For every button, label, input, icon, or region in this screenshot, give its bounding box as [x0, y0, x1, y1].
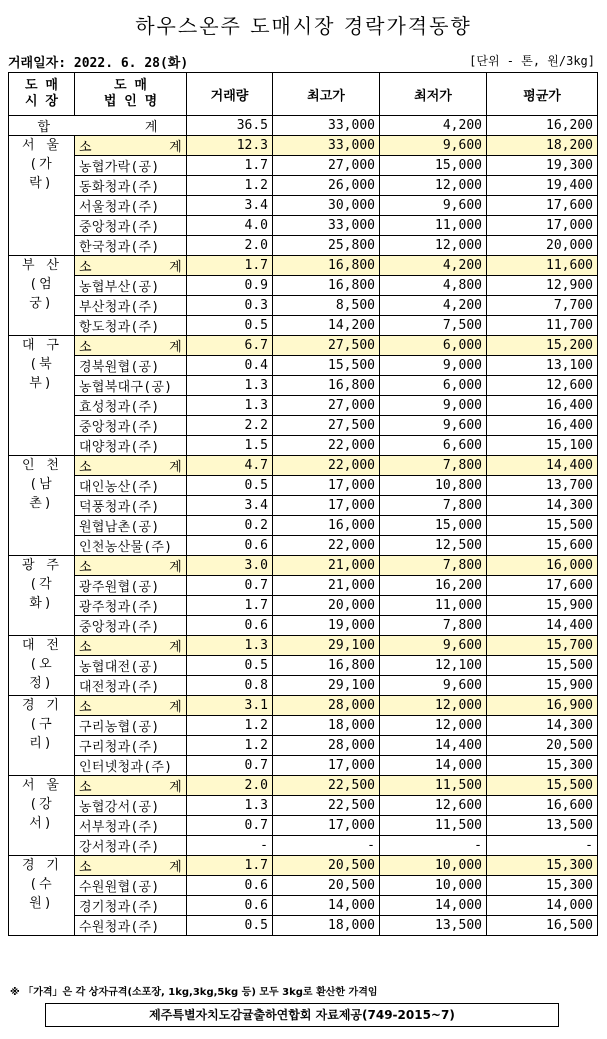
table-row — [9, 156, 598, 176]
table-row — [9, 196, 598, 216]
company-name: 수원청과(주) — [75, 916, 187, 936]
volume-cell: 1.2 — [187, 736, 273, 756]
table-row — [9, 276, 598, 296]
avg-price-cell: 15,900 — [487, 676, 598, 696]
market-name: 인 천 (남 촌) — [9, 456, 75, 556]
market-name: 서 울 (가 락) — [9, 136, 75, 256]
volume-cell: 1.2 — [187, 176, 273, 196]
volume-cell: 0.7 — [187, 816, 273, 836]
min-price-cell: 7,800 — [380, 496, 487, 516]
table-row — [9, 756, 598, 776]
max-price-cell: - — [273, 836, 380, 856]
table-row — [9, 736, 598, 756]
company-name: 중앙청과(주) — [75, 616, 187, 636]
page-title: 하우스온주 도매시장 경락가격동향 — [135, 14, 472, 38]
table-row — [9, 516, 598, 536]
company-name: 구리청과(주) — [75, 736, 187, 756]
max-price-cell: 30,000 — [273, 196, 380, 216]
min-price-cell: 16,200 — [380, 576, 487, 596]
max-price-cell: 22,000 — [273, 456, 380, 476]
table-row — [9, 716, 598, 736]
min-price-cell: 4,200 — [380, 256, 487, 276]
volume-cell: 2.0 — [187, 776, 273, 796]
company-name: 효성청과(주) — [75, 396, 187, 416]
max-price-cell: 17,000 — [273, 756, 380, 776]
avg-price-cell: 16,000 — [487, 556, 598, 576]
volume-cell: 1.7 — [187, 156, 273, 176]
company-name: 수원원협(공) — [75, 876, 187, 896]
min-price-cell: 14,000 — [380, 896, 487, 916]
company-name: 광주청과(주) — [75, 596, 187, 616]
max-price-cell: 27,500 — [273, 336, 380, 356]
table-row — [9, 536, 598, 556]
avg-price-cell: 17,600 — [487, 576, 598, 596]
volume-cell: 0.5 — [187, 656, 273, 676]
table-row — [9, 796, 598, 816]
avg-price-cell: 15,900 — [487, 596, 598, 616]
max-price-cell: 17,000 — [273, 816, 380, 836]
min-price-cell: 10,000 — [380, 876, 487, 896]
max-price-cell: 8,500 — [273, 296, 380, 316]
min-price-cell: 9,600 — [380, 416, 487, 436]
volume-cell: 0.5 — [187, 916, 273, 936]
company-name: 구리농협(공) — [75, 716, 187, 736]
total-max: 33,000 — [273, 116, 380, 136]
volume-cell: 3.4 — [187, 496, 273, 516]
company-name: 항도청과(주) — [75, 316, 187, 336]
max-price-cell: 22,500 — [273, 796, 380, 816]
table-row — [9, 676, 598, 696]
company-name: 농협가락(공) — [75, 156, 187, 176]
avg-price-cell: 15,300 — [487, 756, 598, 776]
volume-cell: 1.2 — [187, 716, 273, 736]
min-price-cell: 12,600 — [380, 796, 487, 816]
max-price-cell: 22,000 — [273, 436, 380, 456]
company-name: 광주원협(공) — [75, 576, 187, 596]
company-name: 소 계 — [75, 776, 187, 796]
trade-date: 거래일자: 2022. 6. 28(화) — [8, 56, 189, 71]
min-price-cell: 7,800 — [380, 456, 487, 476]
company-name: 소 계 — [75, 636, 187, 656]
min-price-cell: 14,000 — [380, 756, 487, 776]
min-price-cell: 11,000 — [380, 216, 487, 236]
header-max: 최고가 — [273, 73, 380, 116]
volume-cell: 3.0 — [187, 556, 273, 576]
total-volume: 36.5 — [187, 116, 273, 136]
company-name: 농협강서(공) — [75, 796, 187, 816]
max-price-cell: 14,000 — [273, 896, 380, 916]
max-price-cell: 20,500 — [273, 856, 380, 876]
min-price-cell: 7,500 — [380, 316, 487, 336]
max-price-cell: 26,000 — [273, 176, 380, 196]
volume-cell: 1.7 — [187, 596, 273, 616]
avg-price-cell: 14,300 — [487, 716, 598, 736]
company-name: 인천농산물(주) — [75, 536, 187, 556]
volume-cell: - — [187, 836, 273, 856]
volume-cell: 0.4 — [187, 356, 273, 376]
max-price-cell: 22,000 — [273, 536, 380, 556]
avg-price-cell: 19,400 — [487, 176, 598, 196]
subtotal-row — [9, 256, 598, 276]
header-avg: 평균가 — [487, 73, 598, 116]
avg-price-cell: 15,500 — [487, 516, 598, 536]
avg-price-cell: 15,700 — [487, 636, 598, 656]
volume-cell: 12.3 — [187, 136, 273, 156]
table-row — [9, 216, 598, 236]
company-name: 중앙청과(주) — [75, 416, 187, 436]
subtotal-row — [9, 636, 598, 656]
company-name: 인터넷청과(주) — [75, 756, 187, 776]
max-price-cell: 19,000 — [273, 616, 380, 636]
table-row — [9, 376, 598, 396]
min-price-cell: 11,000 — [380, 596, 487, 616]
market-name: 경 기 (수 원) — [9, 856, 75, 936]
min-price-cell: 13,500 — [380, 916, 487, 936]
min-price-cell: 12,000 — [380, 716, 487, 736]
volume-cell: 0.2 — [187, 516, 273, 536]
volume-cell: 0.5 — [187, 476, 273, 496]
volume-cell: 0.8 — [187, 676, 273, 696]
min-price-cell: 10,800 — [380, 476, 487, 496]
min-price-cell: 15,000 — [380, 516, 487, 536]
volume-cell: 0.6 — [187, 896, 273, 916]
company-name: 덕풍청과(주) — [75, 496, 187, 516]
volume-cell: 0.6 — [187, 876, 273, 896]
volume-cell: 6.7 — [187, 336, 273, 356]
table-row — [9, 896, 598, 916]
table-row — [9, 316, 598, 336]
avg-price-cell: 15,100 — [487, 436, 598, 456]
max-price-cell: 16,800 — [273, 376, 380, 396]
company-name: 서부청과(주) — [75, 816, 187, 836]
max-price-cell: 18,000 — [273, 716, 380, 736]
avg-price-cell: 15,300 — [487, 856, 598, 876]
volume-cell: 0.5 — [187, 316, 273, 336]
max-price-cell: 14,200 — [273, 316, 380, 336]
company-name: 농협북대구(공) — [75, 376, 187, 396]
avg-price-cell: 13,100 — [487, 356, 598, 376]
min-price-cell: 11,500 — [380, 776, 487, 796]
footnote: ※ 「가격」은 각 상자규격(소포장, 1kg,3kg,5kg 등) 모두 3kg로 환산한 가격임 — [10, 987, 378, 998]
max-price-cell: 27,500 — [273, 416, 380, 436]
volume-cell: 0.6 — [187, 616, 273, 636]
company-name: 소 계 — [75, 696, 187, 716]
avg-price-cell: 13,700 — [487, 476, 598, 496]
market-name: 서 울 (강 서) — [9, 776, 75, 856]
header-market: 도 매 시 장 — [9, 73, 75, 116]
min-price-cell: 7,800 — [380, 616, 487, 636]
avg-price-cell: 12,600 — [487, 376, 598, 396]
max-price-cell: 27,000 — [273, 396, 380, 416]
subtotal-row — [9, 696, 598, 716]
max-price-cell: 16,800 — [273, 656, 380, 676]
company-name: 경북원협(공) — [75, 356, 187, 376]
total-label: 합 계 — [9, 116, 187, 136]
avg-price-cell: 16,600 — [487, 796, 598, 816]
table-row — [9, 176, 598, 196]
table-row — [9, 616, 598, 636]
avg-price-cell: - — [487, 836, 598, 856]
min-price-cell: - — [380, 836, 487, 856]
subtotal-row — [9, 776, 598, 796]
max-price-cell: 29,100 — [273, 676, 380, 696]
avg-price-cell: 17,000 — [487, 216, 598, 236]
min-price-cell: 9,600 — [380, 676, 487, 696]
avg-price-cell: 18,200 — [487, 136, 598, 156]
max-price-cell: 29,100 — [273, 636, 380, 656]
avg-price-cell: 17,600 — [487, 196, 598, 216]
avg-price-cell: 20,000 — [487, 236, 598, 256]
table-row — [9, 596, 598, 616]
company-name: 대양청과(주) — [75, 436, 187, 456]
subtotal-row — [9, 456, 598, 476]
avg-price-cell: 16,900 — [487, 696, 598, 716]
max-price-cell: 28,000 — [273, 696, 380, 716]
table-row — [9, 496, 598, 516]
market-name: 광 주 (각 화) — [9, 556, 75, 636]
company-name: 소 계 — [75, 256, 187, 276]
avg-price-cell: 15,500 — [487, 776, 598, 796]
max-price-cell: 17,000 — [273, 476, 380, 496]
header-company: 도 매 법 인 명 — [75, 73, 187, 116]
avg-price-cell: 16,400 — [487, 416, 598, 436]
table-row — [9, 436, 598, 456]
max-price-cell: 27,000 — [273, 156, 380, 176]
min-price-cell: 6,600 — [380, 436, 487, 456]
volume-cell: 1.5 — [187, 436, 273, 456]
market-name: 부 산 (엄 궁) — [9, 256, 75, 336]
market-name: 경 기 (구 리) — [9, 696, 75, 776]
subtotal-row — [9, 556, 598, 576]
volume-cell: 2.2 — [187, 416, 273, 436]
avg-price-cell: 15,600 — [487, 536, 598, 556]
company-name: 강서청과(주) — [75, 836, 187, 856]
volume-cell: 0.6 — [187, 536, 273, 556]
company-name: 소 계 — [75, 556, 187, 576]
volume-cell: 1.3 — [187, 796, 273, 816]
max-price-cell: 17,000 — [273, 496, 380, 516]
min-price-cell: 6,000 — [380, 336, 487, 356]
volume-cell: 4.0 — [187, 216, 273, 236]
avg-price-cell: 16,500 — [487, 916, 598, 936]
min-price-cell: 4,800 — [380, 276, 487, 296]
avg-price-cell: 15,500 — [487, 656, 598, 676]
min-price-cell: 9,600 — [380, 636, 487, 656]
min-price-cell: 9,600 — [380, 136, 487, 156]
volume-cell: 1.7 — [187, 256, 273, 276]
volume-cell: 0.7 — [187, 576, 273, 596]
company-name: 농협대전(공) — [75, 656, 187, 676]
avg-price-cell: 7,700 — [487, 296, 598, 316]
total-min: 4,200 — [380, 116, 487, 136]
min-price-cell: 11,500 — [380, 816, 487, 836]
total-avg: 16,200 — [487, 116, 598, 136]
market-name: 대 구 (북 부) — [9, 336, 75, 456]
table-row — [9, 396, 598, 416]
company-name: 소 계 — [75, 456, 187, 476]
min-price-cell: 6,000 — [380, 376, 487, 396]
header-min: 최저가 — [380, 73, 487, 116]
avg-price-cell: 13,500 — [487, 816, 598, 836]
avg-price-cell: 15,200 — [487, 336, 598, 356]
max-price-cell: 28,000 — [273, 736, 380, 756]
volume-cell: 1.3 — [187, 396, 273, 416]
max-price-cell: 21,000 — [273, 556, 380, 576]
volume-cell: 2.0 — [187, 236, 273, 256]
volume-cell: 4.7 — [187, 456, 273, 476]
volume-cell: 1.7 — [187, 856, 273, 876]
avg-price-cell: 14,000 — [487, 896, 598, 916]
min-price-cell: 12,500 — [380, 536, 487, 556]
volume-cell: 1.3 — [187, 376, 273, 396]
table-row — [9, 656, 598, 676]
max-price-cell: 22,500 — [273, 776, 380, 796]
min-price-cell: 12,000 — [380, 696, 487, 716]
min-price-cell: 9,000 — [380, 356, 487, 376]
avg-price-cell: 11,600 — [487, 256, 598, 276]
company-name: 대인농산(주) — [75, 476, 187, 496]
avg-price-cell: 19,300 — [487, 156, 598, 176]
min-price-cell: 9,000 — [380, 396, 487, 416]
min-price-cell: 15,000 — [380, 156, 487, 176]
max-price-cell: 33,000 — [273, 216, 380, 236]
volume-cell: 0.7 — [187, 756, 273, 776]
company-name: 중앙청과(주) — [75, 216, 187, 236]
avg-price-cell: 15,300 — [487, 876, 598, 896]
company-name: 원협남촌(공) — [75, 516, 187, 536]
max-price-cell: 20,500 — [273, 876, 380, 896]
min-price-cell: 7,800 — [380, 556, 487, 576]
max-price-cell: 16,800 — [273, 276, 380, 296]
company-name: 동화청과(주) — [75, 176, 187, 196]
max-price-cell: 33,000 — [273, 136, 380, 156]
company-name: 대전청과(주) — [75, 676, 187, 696]
max-price-cell: 21,000 — [273, 576, 380, 596]
company-name: 소 계 — [75, 136, 187, 156]
subtotal-row — [9, 856, 598, 876]
table-row — [9, 876, 598, 896]
company-name: 한국청과(주) — [75, 236, 187, 256]
volume-cell: 0.9 — [187, 276, 273, 296]
max-price-cell: 16,000 — [273, 516, 380, 536]
company-name: 경기청과(주) — [75, 896, 187, 916]
unit-label: [단위 - 톤, 원/3kg] — [469, 54, 595, 68]
avg-price-cell: 11,700 — [487, 316, 598, 336]
max-price-cell: 18,000 — [273, 916, 380, 936]
max-price-cell: 20,000 — [273, 596, 380, 616]
company-name: 서울청과(주) — [75, 196, 187, 216]
max-price-cell: 15,500 — [273, 356, 380, 376]
company-name: 부산청과(주) — [75, 296, 187, 316]
total-row — [9, 116, 598, 136]
min-price-cell: 10,000 — [380, 856, 487, 876]
avg-price-cell: 14,400 — [487, 616, 598, 636]
max-price-cell: 16,800 — [273, 256, 380, 276]
table-row — [9, 916, 598, 936]
volume-cell: 3.4 — [187, 196, 273, 216]
min-price-cell: 12,000 — [380, 176, 487, 196]
subtotal-row — [9, 336, 598, 356]
company-name: 소 계 — [75, 856, 187, 876]
header-row — [9, 73, 598, 116]
table-row — [9, 236, 598, 256]
min-price-cell: 14,400 — [380, 736, 487, 756]
min-price-cell: 9,600 — [380, 196, 487, 216]
volume-cell: 3.1 — [187, 696, 273, 716]
volume-cell: 0.3 — [187, 296, 273, 316]
market-name: 대 전 (오 정) — [9, 636, 75, 696]
table-row — [9, 576, 598, 596]
subtotal-row — [9, 136, 598, 156]
avg-price-cell: 16,400 — [487, 396, 598, 416]
avg-price-cell: 14,300 — [487, 496, 598, 516]
max-price-cell: 25,800 — [273, 236, 380, 256]
company-name: 농협부산(공) — [75, 276, 187, 296]
min-price-cell: 4,200 — [380, 296, 487, 316]
header-volume: 거래량 — [187, 73, 273, 116]
table-row — [9, 296, 598, 316]
price-table — [8, 72, 598, 936]
company-name: 소 계 — [75, 336, 187, 356]
table-row — [9, 816, 598, 836]
source-box: 제주특별자치도감귤출하연합회 자료제공(749-2015~7) — [45, 1003, 559, 1027]
min-price-cell: 12,000 — [380, 236, 487, 256]
avg-price-cell: 12,900 — [487, 276, 598, 296]
table-row — [9, 416, 598, 436]
table-row — [9, 836, 598, 856]
volume-cell: 1.3 — [187, 636, 273, 656]
avg-price-cell: 20,500 — [487, 736, 598, 756]
min-price-cell: 12,100 — [380, 656, 487, 676]
table-row — [9, 356, 598, 376]
avg-price-cell: 14,400 — [487, 456, 598, 476]
table-row — [9, 476, 598, 496]
